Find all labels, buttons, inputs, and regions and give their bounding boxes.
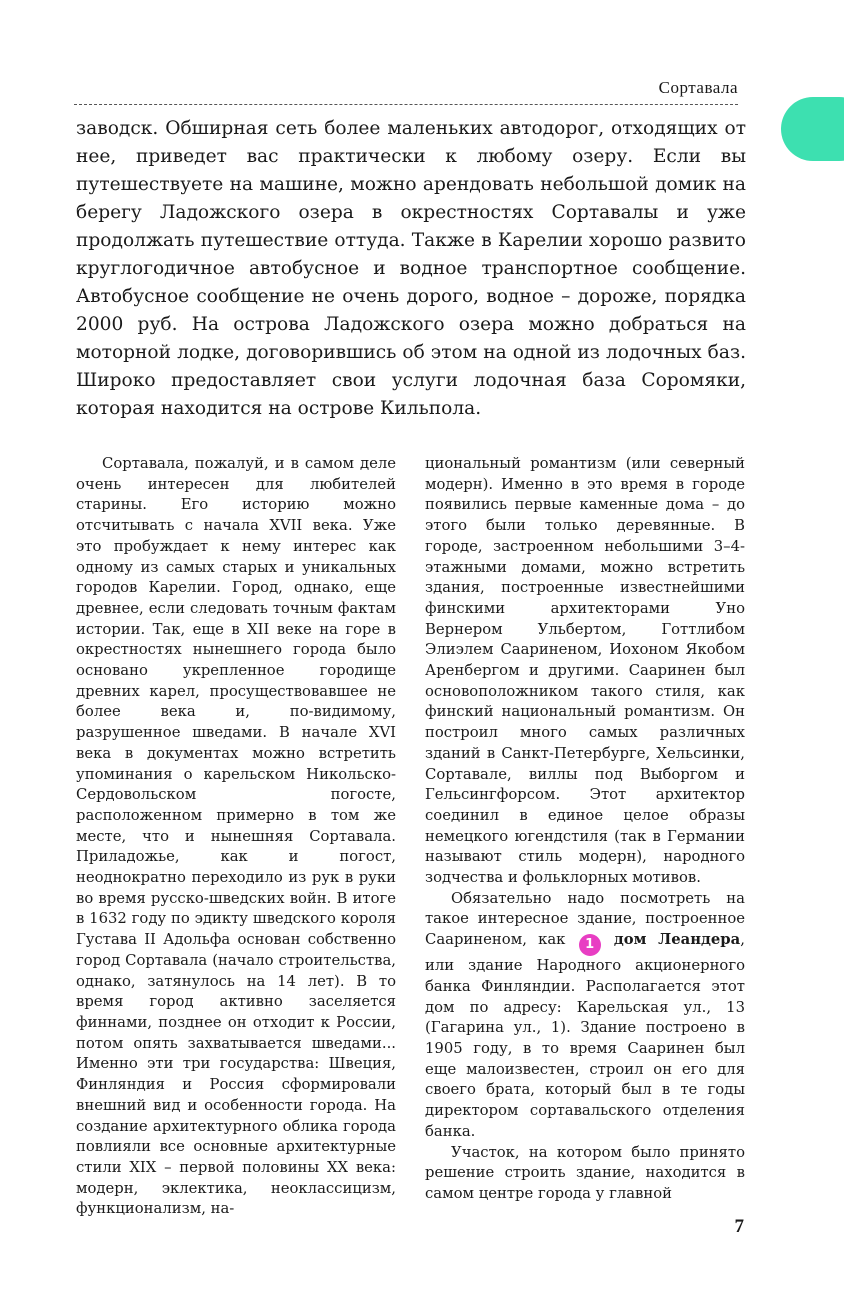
leander-text-after: , или здание Народного акционерного банка Финляндии. Располагается этот дом по адресу: Карельская ул., 13 (Гагарина ул., 1). Здание построено в 1905 году, в то время Сааринен был еще малоизвестен, строил он его для своего брата, который был в те годы директором сортавальского отделения банка. — [425, 931, 745, 1140]
left-column — [76, 454, 396, 1220]
page-number: 7 — [734, 1216, 744, 1237]
map-marker-icon: 1 — [579, 934, 601, 956]
intro-paragraph: заводск. Обширная сеть более маленьких автодорог, отходящих от нее, приведет вас практически к любому озеру. Если вы путешествуете на машине, можно арендовать небольшой домик на берегу Ладожского озера в окрестностях Сортавалы и уже продолжать путешествие оттуда. Также в Карелии хорошо развито круглогодичное автобусное и водное транспортное сообщение. Автобусное сообщение не очень дорого, водное – дороже, порядка 2000 руб. На острова Ладожского озера можно добраться на моторной лодке, договорившись об этом на одной из лодочных баз. Широко предоставляет свои услуги лодочная база Соромяки, которая находится на острове Кильпола. — [76, 118, 746, 419]
right-paragraph-site: Участок, на котором было принято решение строить здание, находится в самом центре города у главной — [425, 1143, 745, 1202]
chapter-thumb-tab — [781, 97, 844, 161]
right-paragraph-continued: циональный романтизм (или северный модерн). Именно в это время в городе появились первые каменные дома – до этого были только деревянные. В городе, застроенном небольшими 3–4-этажными домами, можно встретить здания, построенные известнейшими финскими архитекторами Уно Вернером Ульбертом, Готтлибом Элиэлем Саариненом, Иохоном Якобом Аренбергом и другими. Сааринен был основоположником такого стиля, как финский национальный романтизм. Он построил много самых различных зданий в Санкт-Петербурге, Хельсинки, Сортавале, виллы под Выборгом и Гельсингфорсом. Этот архитектор соединил в единое целое образы немецкого югендстиля (так в Германии называют стиль модерн), народного зодчества и фольклорных мотивов. — [425, 455, 745, 887]
right-paragraph-leander — [425, 889, 745, 1143]
header-rule — [74, 104, 738, 105]
left-paragraph: Сортавала, пожалуй, и в самом деле очень интересен для любителей старины. Его историю можно отсчитывать с начала XVII века. Уже это пробуждает к нему интерес как одному из самых старых и уникальных городов Карелии. Город, однако, еще древнее, если следовать точным фактам истории. Так, еще в XII веке на горе в окрестностях нынешнего города было основано укрепленное городище древних карел, просуществовавшее не более века и, по-видимому, разрушенное шведами. В начале XVI века в документах можно встретить упоминания о карельском Никольско-Сердовольском погосте, расположенном примерно в том же месте, что и нынешняя Сортавала. Приладожье, как и погост, неоднократно переходило из рук в руки во время русско-шведских войн. В итоге в 1632 году по эдикту шведского короля Густава II Адольфа основан собственно город Сортавала (начало строительства, однако, затянулось на 14 лет). В то время город активно заселяется финнами, позднее он отходит к России, потом опять захватывается шведами... Именно эти три государства: Швеция, Финляндия и Россия сформировали внешний вид и особенности города. На создание архитектурного облика города повлияли все основные архитектурные стили XIX – первой половины XX века: модерн, эклектика, неоклассицизм, функционализм, на- — [76, 455, 396, 1218]
leander-text-before: Обязательно надо посмотреть на такое интересное здание, построенное Саариненом, как — [425, 889, 745, 949]
leander-house-name: дом Леандера — [613, 931, 741, 949]
running-title: Сортавала — [658, 78, 738, 97]
right-column — [425, 454, 745, 1205]
